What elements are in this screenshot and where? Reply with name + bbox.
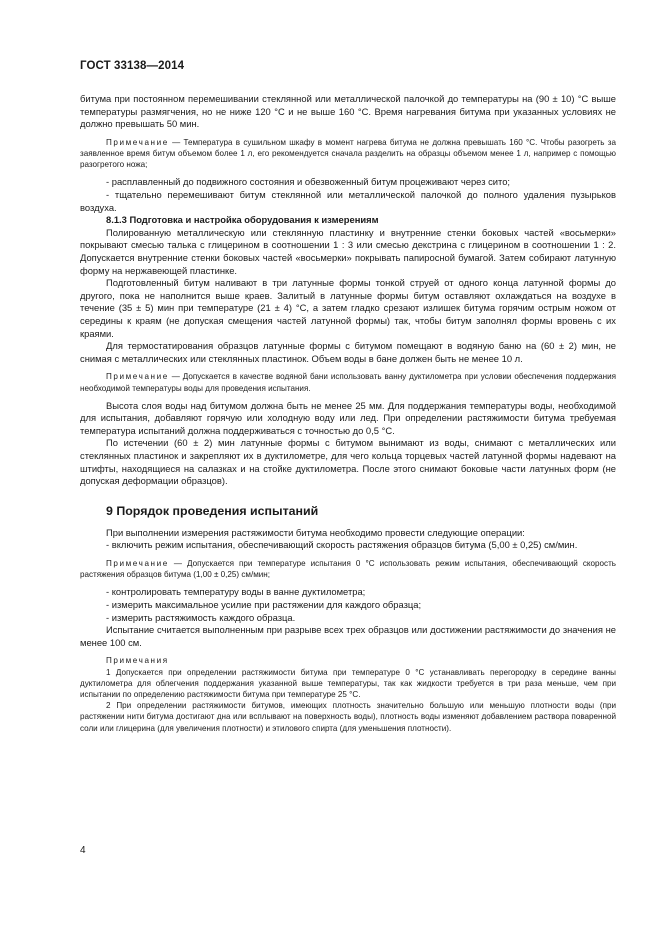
paragraph-operations: При выполнении измерения растяжимости битума необходимо провести следующие операции: — [106, 526, 525, 538]
paragraph-pouring: Подготовленный битум наливают в три латунные формы тонкой струей от одного конца латунной формы до другого, пока не наполнится выше краев. Залитый в латунные формы битум оставляют охлаждаться на воздухе в течение (35 ± 5) мин при температуре (21 ± 4) °С, а затем гладко срезают излишек битума горячим острым ножом от середины к краям (не допуская смещения частей латунной формы) так, чтобы битум заполнял формы вровень с их краями. — [80, 277, 616, 339]
note-text: — Температура в сушильном шкафу в момент нагрева битума не должна превышать 160 °С. Чтобы разогреть за заявленное время битум объемом более 1 л, его рекомендуется сначала разделить на образцы объемом менее 1 л, например с помощью разогретого ножа; — [80, 137, 616, 170]
notes-heading — [80, 655, 616, 666]
note-text: — Допускается при температуре испытания 0 °С использовать режим испытания, обеспечивающий скорость растяжения образцов битума (1,00 ± 0,25) см/мин; — [80, 559, 616, 580]
standard-header: ГОСТ 33138—2014 — [80, 60, 185, 72]
list-item: - тщательно перемешивают битум стеклянной или металлической палочкой до полного удаления пузырьков воздуха. — [80, 188, 616, 213]
paragraph-thermostat: Для термостатирования образцов латунные формы с битумом помещают в водяную баню на (60 ± 2) мин, не снимая с металлических или стеклянных пластинок. Объем воды в бане должен быть не менее 10 л. — [80, 340, 616, 364]
note-speed — [80, 558, 616, 580]
note-oven — [80, 137, 616, 171]
paragraph-heating: битума при постоянном перемешивании стеклянной или металлической палочкой до температуры на (90 ± 10) °С выше температуры размягчения, но не ниже 120 °С и не выше 160 °С. Время нагревания битума при указанных условиях не должно превышать 50 мин. — [80, 93, 616, 130]
note-label: Примечание — [106, 559, 169, 569]
note-text: — Допускается в качестве водяной бани использовать ванну дуктилометра при условии обеспечения поддержания необходимой температуры воды для проведения испытания. — [80, 372, 616, 393]
section-heading-9: 9 Порядок проведения испытаний — [106, 503, 319, 518]
list-item: - измерить растяжимость каждого образца. — [106, 611, 296, 623]
paragraph-mounting: По истечении (60 ± 2) мин латунные формы с битумом вынимают из воды, снимают с металлических или стеклянных пластинок и закрепляют их в дуктилометре, для чего кольца торцевых частей латунной формы надевают на штифты, находящиеся на салазках и на стойке дуктилометра. После этого снимают боковые части латунных форм (не допуская деформации образцов). — [80, 437, 616, 487]
paragraph-coating: Полированную металлическую или стеклянную пластинку и внутренние стенки боковых частей «восьмерки» покрывают смесью талька с глицерином в соотношении 1 : 3 или смесью декстрина с глицерином в соотношении 1 : 2. Допускается внутренние стенки боковых частей «восьмерки» покрывать папиросной бумагой. Затем собирают латунную форму на нержавеющей пластинке. — [80, 226, 616, 276]
page-number: 4 — [80, 845, 86, 856]
notes-label: Примечания — [106, 656, 169, 666]
list-item: - расплавленный до подвижного состояния и обезвоженный битум процеживают через сито; — [106, 176, 511, 188]
note-water-bath — [80, 371, 616, 393]
section-heading-8-1-3: 8.1.3 Подготовка и настройка оборудования к измерениям — [106, 214, 379, 226]
list-item: - контролировать температуру воды в ванне дуктилометра; — [106, 586, 366, 598]
note-density: 2 При определении растяжимости битумов, имеющих плотность значительно большую или меньшую плотности воды (при растяжении нити битума достигают дна или всплывают на поверхность воды), плотность воды изменяют добавлением раствора поваренной соли или глицерина (для увеличения плотности) и этилового спирта (для уменьшения плотности). — [80, 701, 616, 733]
note-partition: 1 Допускается при определении растяжимости битума при температуре 0 °С устанавливать перегородку в середине ванны дуктилометра для облегчения поддержания указанной выше температуры, так как жидкости требуется в три раза меньше, чем при испытании по определению растяжимости битума при температуре 25 °С. — [80, 667, 616, 700]
paragraph-completion: Испытание считается выполненным при разрыве всех трех образцов или достижении растяжимости до значения не менее 100 см. — [80, 624, 616, 648]
list-item: - включить режим испытания, обеспечивающий скорость растяжения образцов битума (5,00 ± 0,25) см/мин. — [106, 539, 578, 551]
paragraph-water-level: Высота слоя воды над битумом должна быть не менее 25 мм. Для поддержания температуры воды, необходимой для испытания, добавляют горячую или холодную воду или лед. При определении растяжимости битума требуемая температура испытаний должна поддерживаться с точностью до 0,5 °С. — [80, 399, 616, 436]
list-item: - измерить максимальное усилие при растяжении для каждого образца; — [106, 599, 422, 611]
note-label: Примечание — [106, 372, 169, 382]
note-label: Примечание — [106, 137, 169, 147]
page-content — [80, 93, 616, 734]
